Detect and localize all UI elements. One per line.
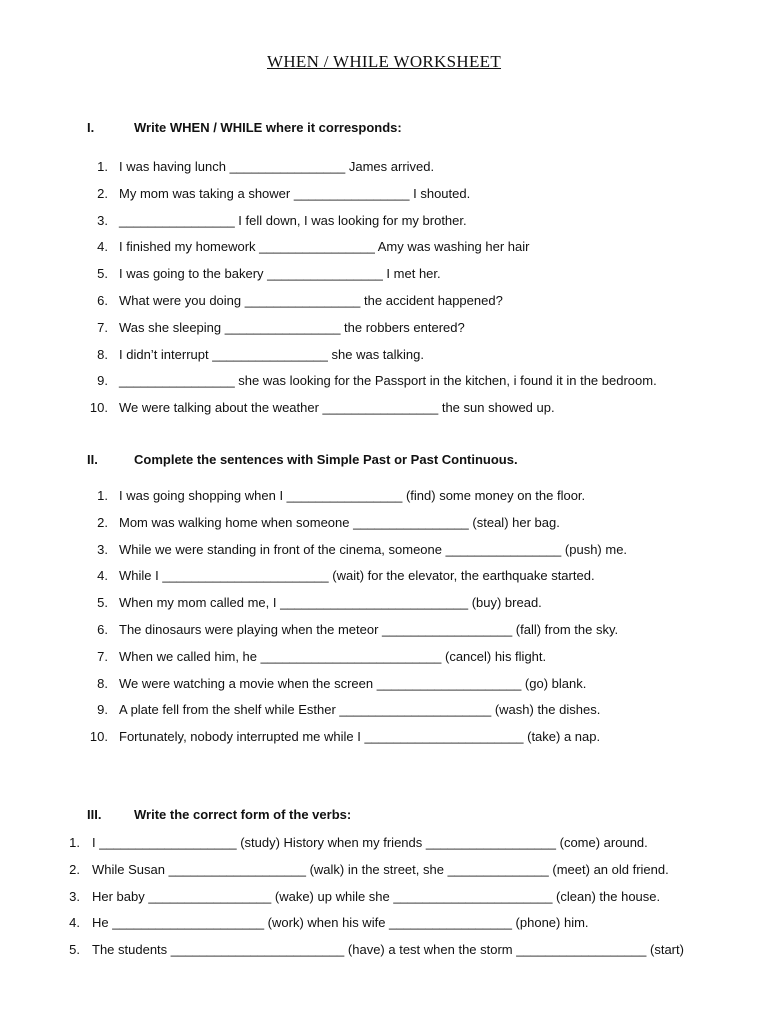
item-text: I finished my homework ________________ Amy was washing her hair <box>119 239 530 255</box>
section-2-list <box>0 486 768 754</box>
list-item <box>0 940 768 967</box>
section-1-heading <box>0 120 768 140</box>
list-item <box>0 647 768 674</box>
list-item <box>0 593 768 620</box>
item-text: Fortunately, nobody interrupted me while I ______________________ (take) a nap. <box>119 729 601 745</box>
item-number: 5. <box>69 942 80 958</box>
list-item <box>0 513 768 540</box>
list-item <box>0 620 768 647</box>
section-2 <box>0 452 768 754</box>
item-number: 5. <box>97 595 108 611</box>
section-2-numeral: II. <box>87 452 98 467</box>
item-number: 8. <box>97 346 108 362</box>
list-item <box>0 211 768 238</box>
list-item <box>0 398 768 425</box>
section-3-list <box>0 833 768 967</box>
list-item <box>0 318 768 345</box>
section-1-numeral: I. <box>87 120 95 135</box>
list-item <box>0 157 768 184</box>
item-number: 10. <box>89 729 108 745</box>
list-item <box>0 264 768 291</box>
item-text: Mom was walking home when someone ________________ (steal) her bag. <box>119 514 560 530</box>
item-text: We were watching a movie when the screen ____________________ (go) blank. <box>119 675 587 691</box>
item-number: 4. <box>97 568 108 584</box>
list-item <box>0 833 768 860</box>
item-number: 7. <box>97 648 108 664</box>
item-number: 2. <box>97 514 108 530</box>
item-text: The students ________________________ (have) a test when the storm __________________ (start) <box>92 942 684 958</box>
section-3-heading <box>0 807 768 827</box>
item-text: I was going to the bakery ________________ I met her. <box>119 266 441 282</box>
list-item <box>0 860 768 887</box>
item-text: What were you doing ________________ the accident happened? <box>119 292 503 308</box>
item-number: 6. <box>97 621 108 637</box>
item-text: Was she sleeping ________________ the robbers entered? <box>119 319 465 335</box>
item-number: 3. <box>97 212 108 228</box>
item-text: I was going shopping when I ________________ (find) some money on the floor. <box>119 488 586 503</box>
section-2-heading <box>0 452 768 472</box>
item-text: I ___________________ (study) History when my friends __________________ (come) around. <box>92 835 648 850</box>
list-item <box>0 674 768 701</box>
item-number: 8. <box>97 675 108 691</box>
item-number: 5. <box>97 266 108 282</box>
section-1-instruction: Write WHEN / WHILE where it corresponds: <box>134 120 402 135</box>
list-item <box>0 566 768 593</box>
item-number: 2. <box>69 861 80 877</box>
item-text: A plate fell from the shelf while Esther _____________________ (wash) the dishes. <box>119 702 601 718</box>
list-item <box>0 727 768 754</box>
list-item <box>0 700 768 727</box>
item-number: 4. <box>69 915 80 931</box>
item-number: 1. <box>97 488 108 503</box>
item-text: ________________ she was looking for the Passport in the kitchen, i found it in the bedroom. <box>119 373 657 389</box>
section-3-instruction: Write the correct form of the verbs: <box>134 807 352 822</box>
list-item <box>0 345 768 372</box>
item-text: When my mom called me, I __________________________ (buy) bread. <box>119 595 542 611</box>
section-2-instruction: Complete the sentences with Simple Past or Past Continuous. <box>134 452 518 467</box>
list-item <box>0 486 768 513</box>
item-text: I didn’t interrupt ________________ she was talking. <box>119 346 424 362</box>
list-item <box>0 887 768 914</box>
item-text: ________________ I fell down, I was looking for my brother. <box>119 212 467 228</box>
section-3-numeral: III. <box>87 807 102 822</box>
section-3 <box>0 807 768 967</box>
item-number: 1. <box>97 159 108 174</box>
item-text: When we called him, he _________________________ (cancel) his flight. <box>119 648 547 664</box>
list-item <box>0 237 768 264</box>
item-number: 3. <box>97 541 108 557</box>
section-1 <box>0 120 768 425</box>
item-number: 6. <box>97 292 108 308</box>
item-text: My mom was taking a shower ________________ I shouted. <box>119 185 471 201</box>
item-number: 10. <box>89 400 108 416</box>
list-item <box>0 184 768 211</box>
item-number: 2. <box>97 185 108 201</box>
item-number: 4. <box>97 239 108 255</box>
worksheet-title: WHEN / WHILE WORKSHEET <box>266 52 502 71</box>
item-number: 9. <box>97 373 108 389</box>
item-number: 7. <box>97 319 108 335</box>
list-item <box>0 913 768 940</box>
item-number: 9. <box>97 702 108 718</box>
section-1-list <box>0 157 768 425</box>
item-text: Her baby _________________ (wake) up while she ______________________ (clean) the house. <box>92 888 661 904</box>
item-text: We were talking about the weather ________________ the sun showed up. <box>119 400 555 416</box>
list-item <box>0 540 768 567</box>
list-item <box>0 291 768 318</box>
item-text: I was having lunch ________________ James arrived. <box>119 159 435 174</box>
item-number: 1. <box>69 835 80 850</box>
item-text: The dinosaurs were playing when the meteor __________________ (fall) from the sky. <box>119 621 619 637</box>
list-item <box>0 371 768 398</box>
item-number: 3. <box>69 888 80 904</box>
item-text: While I _______________________ (wait) for the elevator, the earthquake started. <box>119 568 595 584</box>
item-text: He _____________________ (work) when his wife _________________ (phone) him. <box>92 915 589 931</box>
item-text: While Susan ___________________ (walk) in the street, she ______________ (meet) an old friend. <box>92 861 669 877</box>
item-text: While we were standing in front of the cinema, someone ________________ (push) me. <box>119 541 628 557</box>
